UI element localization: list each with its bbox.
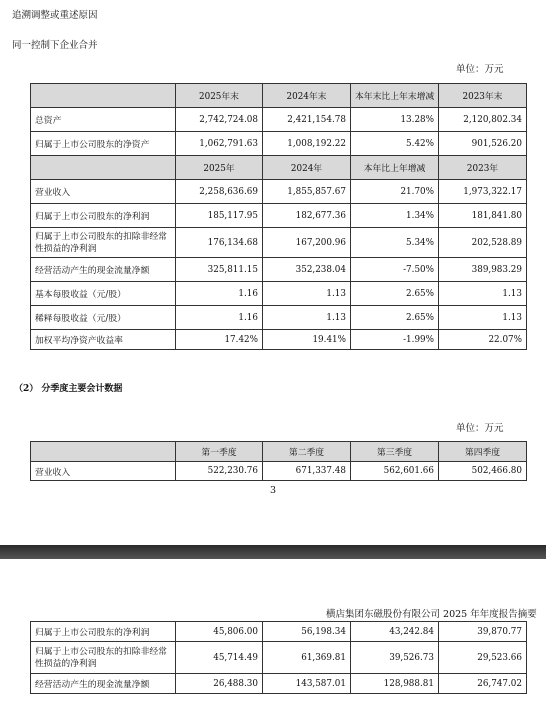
row-label: 归属于上市公司股东的净利润 [31,204,176,228]
table-row [31,204,527,228]
table-cell: 1.16 [176,282,263,306]
table-cell: 17.42% [176,330,263,350]
table-cell: 1.34% [351,204,439,228]
column-header [31,442,176,462]
row-label: 归属于上市公司股东的扣除非经常性损益的净利润 [31,642,176,674]
table-cell: 45,806.00 [176,622,263,642]
table-row [31,282,527,306]
row-label: 营业收入 [31,462,176,481]
table-cell: 22.07% [439,330,527,350]
page-break-shadow [0,545,546,559]
table-cell: 29,523.66 [439,642,527,674]
table-row [31,462,527,481]
column-header: 本年末比上年末增减 [351,84,439,108]
table-cell: 352,238.04 [263,258,351,282]
unit-label-quarterly: 单位：万元 [456,423,504,434]
table-header-row [31,442,527,462]
row-label: 稀释每股收益（元/股） [31,306,176,330]
column-header: 2024年 [263,156,351,180]
row-label: 经营活动产生的现金流量净额 [31,674,176,694]
table-header-row [31,84,527,108]
table-header-row [31,156,527,180]
table-cell: 901,526.20 [439,132,527,156]
section-title-quarterly: （2） 分季度主要会计数据 [14,384,123,394]
row-label: 经营活动产生的现金流量净额 [31,258,176,282]
column-header: 第四季度 [439,442,527,462]
table-cell: 671,337.48 [263,462,351,481]
table-row [31,258,527,282]
table-cell: 1.13 [263,282,351,306]
table-cell: 39,870.77 [439,622,527,642]
column-header: 2024年末 [263,84,351,108]
table-cell: 562,601.66 [351,462,439,481]
table-cell: 26,747.02 [439,674,527,694]
column-header: 第一季度 [176,442,263,462]
table-cell: 2.65% [351,282,439,306]
table-cell: 522,230.76 [176,462,263,481]
table-row [31,180,527,204]
annual-key-figures-table [30,83,527,350]
quarterly-data-table [30,441,527,481]
page-number: 3 [270,485,277,496]
column-header: 第二季度 [263,442,351,462]
table-cell: 1,062,791.63 [176,132,263,156]
table-cell: 167,200.96 [263,228,351,258]
row-label: 加权平均净资产收益率 [31,330,176,350]
row-label: 营业收入 [31,180,176,204]
page-break-gap [0,559,546,604]
table-cell: 1,008,192.22 [263,132,351,156]
table-cell: 128,988.81 [351,674,439,694]
row-label: 总资产 [31,108,176,132]
row-label: 基本每股收益（元/股） [31,282,176,306]
table-cell: 325,811.15 [176,258,263,282]
column-header [31,156,176,180]
table-cell: 21.70% [351,180,439,204]
table-cell: 2,421,154.78 [263,108,351,132]
table-cell: 26,488.30 [176,674,263,694]
table-cell: 5.34% [351,228,439,258]
table-cell: 56,198.34 [263,622,351,642]
table-row [31,108,527,132]
column-header: 2023年 [439,156,527,180]
table-cell: 182,677.36 [263,204,351,228]
table-row [31,674,527,694]
table-row [31,228,527,258]
table-cell: 2,742,724.08 [176,108,263,132]
row-label: 归属于上市公司股东的扣除非经常性损益的净利润 [31,228,176,258]
table-cell: 1,855,857.67 [263,180,351,204]
restatement-reason-label: 追溯调整或重述原因 [12,10,98,21]
table-row [31,132,527,156]
table-cell: 2,120,802.34 [439,108,527,132]
table-row [31,622,527,642]
table-cell: 39,526.73 [351,642,439,674]
table-cell: 176,134.68 [176,228,263,258]
column-header: 2023年末 [439,84,527,108]
table-cell: 1,973,322.17 [439,180,527,204]
restatement-reason-value: 同一控制下企业合并 [12,40,98,51]
table-cell: 1.16 [176,306,263,330]
table-cell: 1.13 [263,306,351,330]
report-footer-company: 横店集团东磁股份有限公司 2025 年年度报告摘要 [326,609,537,620]
table-cell: 181,841.80 [439,204,527,228]
table-cell: 1.13 [439,306,527,330]
table-cell: 5.42% [351,132,439,156]
table-cell: 502,466.80 [439,462,527,481]
column-header [31,84,176,108]
table-cell: 43,242.84 [351,622,439,642]
table-cell: 1.13 [439,282,527,306]
table-cell: -1.99% [351,330,439,350]
table-cell: 202,528.89 [439,228,527,258]
table-cell: -7.50% [351,258,439,282]
column-header: 2025年末 [176,84,263,108]
table-row [31,330,527,350]
table-cell: 2,258,636.69 [176,180,263,204]
table-cell: 19.41% [263,330,351,350]
unit-label: 单位：万元 [456,64,504,75]
table-cell: 143,587.01 [263,674,351,694]
column-header: 第三季度 [351,442,439,462]
row-label: 归属于上市公司股东的净利润 [31,622,176,642]
table-cell: 389,983.29 [439,258,527,282]
table-cell: 185,117.95 [176,204,263,228]
table-cell: 13.28% [351,108,439,132]
table-row [31,306,527,330]
column-header: 2025年 [176,156,263,180]
table-cell: 2.65% [351,306,439,330]
table-row [31,642,527,674]
quarterly-data-table-continued [30,621,527,694]
table-cell: 61,369.81 [263,642,351,674]
row-label: 归属于上市公司股东的净资产 [31,132,176,156]
column-header: 本年比上年增减 [351,156,439,180]
table-cell: 45,714.49 [176,642,263,674]
